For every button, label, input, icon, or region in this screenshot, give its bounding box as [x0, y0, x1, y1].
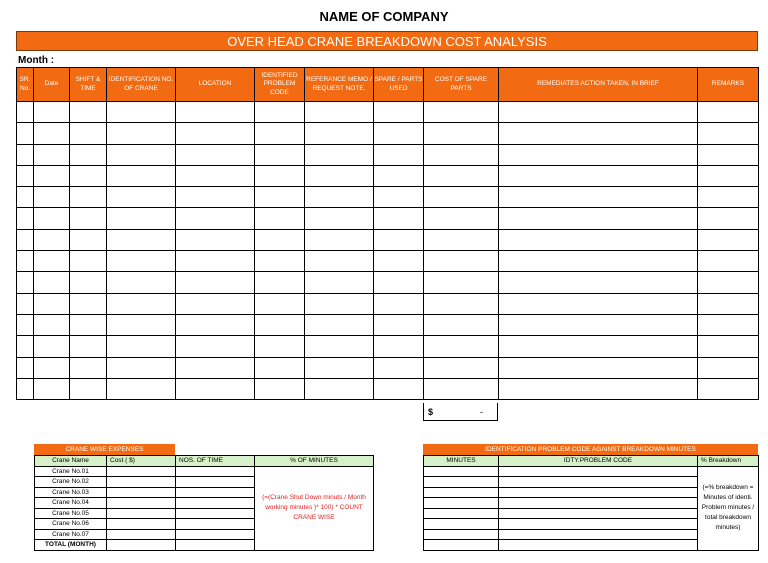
cost-header: Cost ( $) — [107, 456, 176, 467]
log-cell[interactable] — [17, 293, 34, 314]
log-cell[interactable] — [698, 123, 759, 144]
pct-minutes-formula: (=(Crane Shut Down minuts / Month working minutes )* 100) * COUNT CRANE WISE — [255, 466, 374, 550]
log-cell[interactable] — [34, 336, 70, 357]
log-cell[interactable] — [255, 144, 305, 165]
log-cell[interactable] — [176, 208, 255, 229]
log-cell[interactable] — [70, 293, 107, 314]
code-cell[interactable] — [499, 540, 698, 551]
log-cell[interactable] — [107, 251, 176, 272]
nos-cell[interactable] — [176, 477, 255, 488]
log-cell[interactable] — [17, 272, 34, 293]
log-cell[interactable] — [305, 102, 374, 123]
log-cell[interactable] — [424, 102, 499, 123]
log-cell[interactable] — [70, 208, 107, 229]
table-row — [17, 272, 759, 293]
cost-cell[interactable] — [107, 529, 176, 540]
log-cell[interactable] — [176, 187, 255, 208]
crane-name: Crane No.06 — [35, 519, 107, 530]
table-row — [424, 466, 759, 477]
log-cell[interactable] — [70, 272, 107, 293]
log-cell[interactable] — [255, 251, 305, 272]
log-cell[interactable] — [374, 229, 424, 250]
log-cell[interactable] — [305, 314, 374, 335]
col-shift-time: SHIFT & TIME — [70, 68, 107, 102]
log-cell[interactable] — [305, 144, 374, 165]
log-cell[interactable] — [698, 187, 759, 208]
log-cell[interactable] — [34, 123, 70, 144]
log-cell[interactable] — [499, 314, 698, 335]
log-cell[interactable] — [70, 102, 107, 123]
cost-cell[interactable] — [107, 519, 176, 530]
log-cell[interactable] — [424, 229, 499, 250]
code-cell[interactable] — [499, 519, 698, 530]
log-cell[interactable] — [305, 336, 374, 357]
log-cell[interactable] — [107, 336, 176, 357]
log-cell[interactable] — [499, 187, 698, 208]
code-cell[interactable] — [499, 487, 698, 498]
breakdown-log-table — [16, 67, 759, 400]
log-cell[interactable] — [424, 165, 499, 186]
minutes-cell[interactable] — [424, 498, 499, 509]
log-cell[interactable] — [34, 314, 70, 335]
cost-cell[interactable] — [107, 498, 176, 509]
nos-cell[interactable] — [176, 498, 255, 509]
log-cell[interactable] — [698, 357, 759, 378]
log-cell[interactable] — [107, 378, 176, 399]
log-cell[interactable] — [34, 144, 70, 165]
log-cell[interactable] — [70, 336, 107, 357]
crane-name: Crane No.07 — [35, 529, 107, 540]
crane-name: Crane No.01 — [35, 466, 107, 477]
crane-name: Crane No.05 — [35, 508, 107, 519]
log-cell[interactable] — [107, 208, 176, 229]
log-cell[interactable] — [107, 229, 176, 250]
log-cell[interactable] — [176, 165, 255, 186]
code-cell[interactable] — [499, 508, 698, 519]
table-row — [17, 144, 759, 165]
log-cell[interactable] — [374, 272, 424, 293]
log-cell[interactable] — [698, 314, 759, 335]
sheet-title-banner: OVER HEAD CRANE BREAKDOWN COST ANALYSIS — [16, 31, 758, 51]
log-cell[interactable] — [34, 357, 70, 378]
nos-cell[interactable] — [176, 519, 255, 530]
log-cell[interactable] — [374, 165, 424, 186]
pct-minutes-header: % OF MINUTES — [255, 456, 374, 467]
log-cell[interactable] — [255, 378, 305, 399]
log-cell[interactable] — [255, 336, 305, 357]
log-cell[interactable] — [70, 229, 107, 250]
log-cell[interactable] — [374, 357, 424, 378]
log-cell[interactable] — [698, 144, 759, 165]
log-cell[interactable] — [34, 187, 70, 208]
col-sr-no: SR. No. — [17, 68, 34, 102]
log-cell[interactable] — [34, 378, 70, 399]
table-row — [17, 123, 759, 144]
log-cell[interactable] — [17, 144, 34, 165]
log-cell[interactable] — [107, 187, 176, 208]
log-cell[interactable] — [255, 123, 305, 144]
log-cell[interactable] — [34, 102, 70, 123]
log-cell[interactable] — [34, 251, 70, 272]
log-cell[interactable] — [70, 144, 107, 165]
code-cell[interactable] — [499, 498, 698, 509]
log-cell[interactable] — [374, 293, 424, 314]
crane-expenses-title: CRANE WISE EXPENSES — [34, 444, 175, 455]
log-cell[interactable] — [176, 251, 255, 272]
log-cell[interactable] — [17, 378, 34, 399]
log-cell[interactable] — [374, 102, 424, 123]
table-row — [17, 251, 759, 272]
table-row — [17, 314, 759, 335]
log-cell[interactable] — [255, 314, 305, 335]
nos-cell[interactable] — [176, 466, 255, 477]
log-cell[interactable] — [107, 357, 176, 378]
log-cell[interactable] — [34, 165, 70, 186]
log-cell[interactable] — [424, 272, 499, 293]
log-cell[interactable] — [305, 187, 374, 208]
log-cell[interactable] — [499, 123, 698, 144]
log-cell[interactable] — [70, 378, 107, 399]
log-cell[interactable] — [70, 357, 107, 378]
log-cell[interactable] — [374, 314, 424, 335]
col-location: LOCATION — [176, 68, 255, 102]
cost-cell[interactable] — [107, 477, 176, 488]
total-amount: - — [480, 407, 483, 417]
log-cell[interactable] — [17, 165, 34, 186]
table-row — [17, 165, 759, 186]
log-cell[interactable] — [17, 336, 34, 357]
col-crane-id: IDENTIFICATION NO. OF CRANE — [107, 68, 176, 102]
log-cell[interactable] — [424, 208, 499, 229]
log-cell[interactable] — [107, 123, 176, 144]
crane-name: Crane No.04 — [35, 498, 107, 509]
log-cell[interactable] — [305, 208, 374, 229]
log-cell[interactable] — [698, 251, 759, 272]
table-row — [17, 357, 759, 378]
log-cell[interactable] — [698, 272, 759, 293]
log-cell[interactable] — [374, 208, 424, 229]
log-cell[interactable] — [70, 165, 107, 186]
log-cell[interactable] — [499, 357, 698, 378]
log-cell[interactable] — [374, 336, 424, 357]
log-cell[interactable] — [698, 229, 759, 250]
crane-name: Crane No.02 — [35, 477, 107, 488]
log-cell[interactable] — [17, 251, 34, 272]
log-cell[interactable] — [70, 123, 107, 144]
log-cell[interactable] — [34, 293, 70, 314]
log-cell[interactable] — [698, 208, 759, 229]
nos-time-header: NOS. OF TIME — [176, 456, 255, 467]
crane-name: Crane No.03 — [35, 487, 107, 498]
log-cell[interactable] — [34, 272, 70, 293]
log-cell[interactable] — [176, 314, 255, 335]
header-row — [17, 68, 759, 102]
crane-expenses-table — [34, 455, 374, 551]
log-cell[interactable] — [17, 187, 34, 208]
log-cell[interactable] — [374, 123, 424, 144]
log-cell[interactable] — [374, 378, 424, 399]
problem-code-header: IDTY.PROBLEM CODE — [499, 456, 698, 467]
log-cell[interactable] — [305, 357, 374, 378]
log-cell[interactable] — [107, 314, 176, 335]
log-cell[interactable] — [305, 378, 374, 399]
log-cell[interactable] — [499, 102, 698, 123]
table-row — [17, 102, 759, 123]
col-date: Date — [34, 68, 70, 102]
log-cell[interactable] — [499, 229, 698, 250]
minutes-cell[interactable] — [424, 487, 499, 498]
table-row — [17, 336, 759, 357]
cost-cell[interactable] — [107, 466, 176, 477]
log-cell[interactable] — [176, 293, 255, 314]
log-cell[interactable] — [255, 187, 305, 208]
log-cell[interactable] — [17, 229, 34, 250]
cost-total-cell[interactable] — [423, 403, 498, 421]
log-cell[interactable] — [698, 378, 759, 399]
table-row — [17, 208, 759, 229]
log-cell[interactable] — [499, 378, 698, 399]
log-cell[interactable] — [17, 357, 34, 378]
minutes-cell[interactable] — [424, 540, 499, 551]
log-cell[interactable] — [698, 102, 759, 123]
minutes-cell[interactable] — [424, 529, 499, 540]
cost-cell[interactable] — [107, 508, 176, 519]
log-cell[interactable] — [176, 378, 255, 399]
log-cell[interactable] — [424, 251, 499, 272]
problem-code-title: IDENTIFICATION PROBLEM CODE AGAINST BREAKDOWN MINUTES — [423, 444, 758, 455]
company-name: NAME OF COMPANY — [319, 9, 449, 24]
log-cell[interactable] — [107, 293, 176, 314]
col-reference-memo: REFERANCE MEMO / REQUEST NOTE. — [305, 68, 374, 102]
code-cell[interactable] — [499, 466, 698, 477]
log-cell[interactable] — [176, 272, 255, 293]
col-spare-parts: SPARE / PARTS USED — [374, 68, 424, 102]
log-cell[interactable] — [255, 293, 305, 314]
log-cell[interactable] — [305, 272, 374, 293]
nos-cell[interactable] — [176, 487, 255, 498]
log-cell[interactable] — [176, 123, 255, 144]
log-cell[interactable] — [176, 336, 255, 357]
log-cell[interactable] — [424, 293, 499, 314]
log-cell[interactable] — [424, 123, 499, 144]
log-cell[interactable] — [499, 165, 698, 186]
table-row — [17, 229, 759, 250]
log-cell[interactable] — [176, 357, 255, 378]
log-cell[interactable] — [70, 187, 107, 208]
total-currency: $ — [428, 407, 434, 417]
log-cell[interactable] — [107, 102, 176, 123]
minutes-cell[interactable] — [424, 508, 499, 519]
log-cell[interactable] — [176, 229, 255, 250]
log-cell[interactable] — [176, 144, 255, 165]
table-row — [17, 187, 759, 208]
log-cell[interactable] — [255, 229, 305, 250]
log-cell[interactable] — [107, 272, 176, 293]
log-cell[interactable] — [499, 251, 698, 272]
log-cell[interactable] — [107, 165, 176, 186]
minutes-header: MINUTES — [424, 456, 499, 467]
table-row — [17, 378, 759, 399]
col-problem-code: IDENTIFIED PROBLEM CODE — [255, 68, 305, 102]
table-row — [35, 466, 374, 477]
log-cell[interactable] — [424, 357, 499, 378]
log-cell[interactable] — [70, 251, 107, 272]
log-cell[interactable] — [176, 102, 255, 123]
log-cell[interactable] — [698, 336, 759, 357]
log-cell[interactable] — [255, 102, 305, 123]
log-cell[interactable] — [17, 123, 34, 144]
minutes-cell[interactable] — [424, 519, 499, 530]
log-cell[interactable] — [424, 314, 499, 335]
log-cell[interactable] — [499, 208, 698, 229]
cost-cell[interactable] — [107, 487, 176, 498]
col-remarks: REMARKS — [698, 68, 759, 102]
log-cell[interactable] — [70, 314, 107, 335]
code-cell[interactable] — [499, 477, 698, 488]
log-cell[interactable] — [424, 378, 499, 399]
nos-cell[interactable] — [176, 529, 255, 540]
log-cell[interactable] — [17, 102, 34, 123]
log-cell[interactable] — [305, 165, 374, 186]
log-cell[interactable] — [34, 229, 70, 250]
pct-breakdown-formula: (=% breakdown = Minutes of identi. Problem minutes / total breakdown minutes) — [698, 466, 759, 550]
log-cell[interactable] — [698, 293, 759, 314]
log-cell[interactable] — [374, 144, 424, 165]
nos-cell[interactable] — [176, 508, 255, 519]
minutes-cell[interactable] — [424, 466, 499, 477]
code-cell[interactable] — [499, 529, 698, 540]
log-cell[interactable] — [424, 336, 499, 357]
log-cell[interactable] — [17, 208, 34, 229]
nos-cell[interactable] — [176, 540, 255, 551]
log-cell[interactable] — [305, 229, 374, 250]
log-cell[interactable] — [374, 251, 424, 272]
log-cell[interactable] — [255, 357, 305, 378]
table-row — [17, 293, 759, 314]
problem-code-table — [423, 455, 759, 551]
log-cell[interactable] — [698, 165, 759, 186]
log-cell[interactable] — [255, 272, 305, 293]
log-cell[interactable] — [34, 208, 70, 229]
log-cell[interactable] — [107, 144, 176, 165]
col-remedial-action: REMEDIATES ACTION TAKEN, IN BRIEF — [499, 68, 698, 102]
log-cell[interactable] — [499, 272, 698, 293]
crane-name-header: Crane Name — [35, 456, 107, 467]
log-cell[interactable] — [305, 293, 374, 314]
log-cell[interactable] — [424, 144, 499, 165]
log-cell[interactable] — [305, 251, 374, 272]
log-cell[interactable] — [17, 314, 34, 335]
cost-cell[interactable] — [107, 540, 176, 551]
log-cell[interactable] — [499, 144, 698, 165]
pct-breakdown-header: % Breakdown — [698, 456, 759, 467]
col-cost: COST OF SPARE PARTS — [424, 68, 499, 102]
month-label: Month : — [18, 55, 55, 66]
log-cell[interactable] — [499, 293, 698, 314]
log-cell[interactable] — [424, 187, 499, 208]
log-cell[interactable] — [305, 123, 374, 144]
total-month-label: TOTAL (MONTH) — [35, 540, 107, 551]
minutes-cell[interactable] — [424, 477, 499, 488]
log-cell[interactable] — [255, 165, 305, 186]
log-cell[interactable] — [499, 336, 698, 357]
log-cell[interactable] — [255, 208, 305, 229]
log-cell[interactable] — [374, 187, 424, 208]
